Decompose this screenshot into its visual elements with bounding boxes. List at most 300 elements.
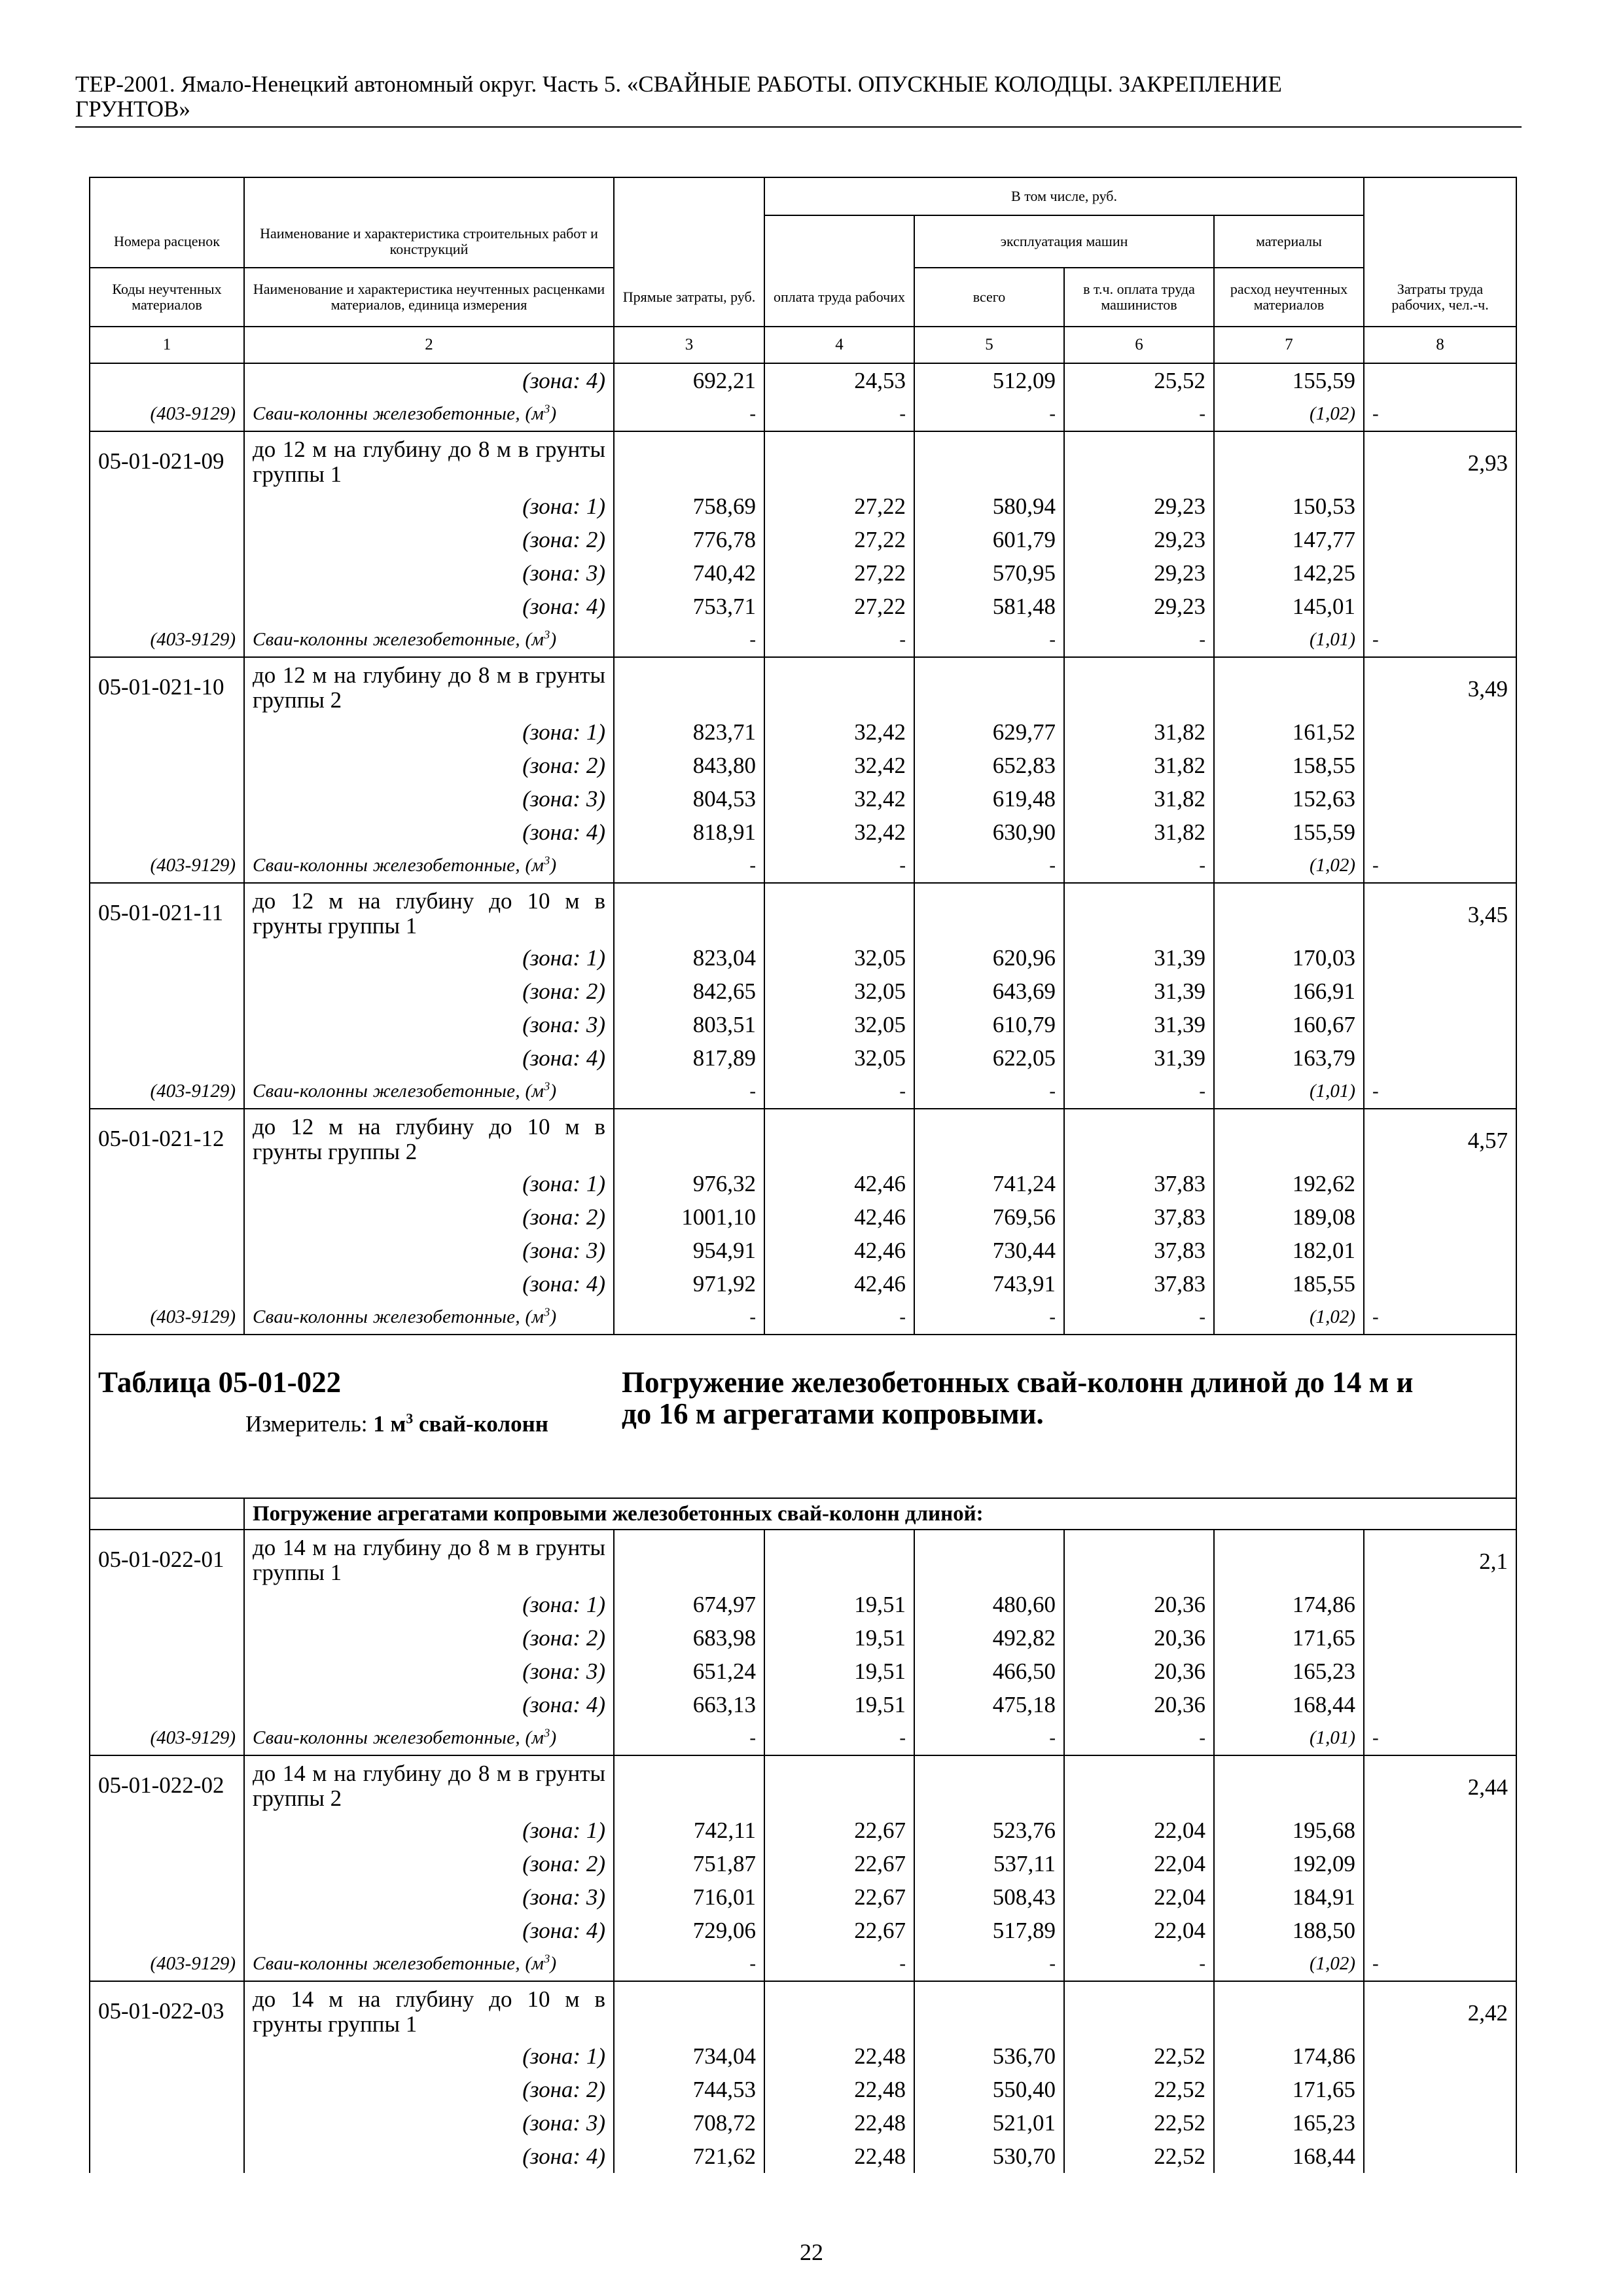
materials-cell: 155,59 <box>1214 363 1364 397</box>
material-unit-close: ) <box>550 629 557 650</box>
labor-cell <box>1364 782 1516 816</box>
machinist-pay-cell: 31,39 <box>1064 941 1214 975</box>
machinist-pay-cell: 29,23 <box>1064 590 1214 623</box>
direct-cost-cell: 651,24 <box>614 1655 764 1688</box>
material-row <box>90 397 1516 431</box>
machinist-pay-cell: 22,04 <box>1064 1814 1214 1847</box>
materials-cell: 145,01 <box>1214 590 1364 623</box>
labor-pay-cell: 42,46 <box>764 1267 914 1300</box>
rate-row <box>90 1755 1516 1814</box>
labor-cell <box>1364 363 1516 397</box>
dash-cell: - <box>614 1947 764 1981</box>
zone-row <box>90 1267 1516 1300</box>
dash-cell: - <box>614 1721 764 1755</box>
machine-total-cell: 517,89 <box>914 1914 1064 1947</box>
direct-cost-cell: 971,92 <box>614 1267 764 1300</box>
labor-hours-cell: 2,44 <box>1364 1755 1516 1814</box>
rate-row <box>90 1530 1516 1588</box>
column-number: 5 <box>914 327 1064 363</box>
zone-row <box>90 2039 1516 2073</box>
code-cell <box>90 1588 244 1621</box>
labor-dash-cell: - <box>1364 1721 1516 1755</box>
labor-cell <box>1364 1621 1516 1655</box>
labor-cell <box>1364 1234 1516 1267</box>
material-code: (403-9129) <box>90 1947 244 1981</box>
labor-cell <box>1364 715 1516 749</box>
labor-dash-cell: - <box>1364 849 1516 883</box>
machinist-pay-cell: 22,04 <box>1064 1914 1214 1947</box>
direct-cost-cell: 721,62 <box>614 2140 764 2173</box>
dash-cell: - <box>914 623 1064 657</box>
table-title-cell <box>90 1335 614 1498</box>
zone-row <box>90 1688 1516 1721</box>
machine-total-cell: 480,60 <box>914 1588 1064 1621</box>
column-number: 4 <box>764 327 914 363</box>
machine-total-cell: 537,11 <box>914 1847 1064 1880</box>
rate-code: 05-01-021-12 <box>90 1109 244 1167</box>
labor-pay-cell: 32,42 <box>764 749 914 782</box>
zone-row <box>90 715 1516 749</box>
dash-cell: - <box>1064 1947 1214 1981</box>
material-name <box>244 1721 614 1755</box>
labor-pay-cell <box>764 883 914 941</box>
labor-pay-cell: 22,67 <box>764 1847 914 1880</box>
machinist-pay-cell: 29,23 <box>1064 490 1214 523</box>
material-unit-sup: 3 <box>544 628 550 641</box>
labor-cell <box>1364 1880 1516 1914</box>
machine-total-cell: 530,70 <box>914 2140 1064 2173</box>
direct-cost-cell: 708,72 <box>614 2106 764 2140</box>
zone-label: (зона: 1) <box>244 1167 614 1200</box>
group-heading: Погружение агрегатами копровыми железобетонных свай-колонн длиной: <box>244 1498 1516 1530</box>
dash-cell: - <box>914 397 1064 431</box>
labor-pay-cell <box>764 431 914 490</box>
materials-cell: 188,50 <box>1214 1914 1364 1947</box>
labor-pay-cell: 27,22 <box>764 490 914 523</box>
rate-row <box>90 1109 1516 1167</box>
machinist-pay-cell: 22,52 <box>1064 2140 1214 2173</box>
dash-cell: - <box>1064 849 1214 883</box>
machine-total-cell <box>914 431 1064 490</box>
labor-cell <box>1364 2073 1516 2106</box>
rate-code: 05-01-021-11 <box>90 883 244 941</box>
machinist-pay-cell: 31,82 <box>1064 749 1214 782</box>
materials-cell: 192,62 <box>1214 1167 1364 1200</box>
zone-label: (зона: 3) <box>244 1655 614 1688</box>
rate-description: до 12 м на глубину до 8 м в грунты группы 1 <box>244 431 614 490</box>
header-work-name: Наименование и характеристика строительных работ и конструкций <box>244 215 614 268</box>
rate-code: 05-01-022-03 <box>90 1981 244 2039</box>
column-number: 1 <box>90 327 244 363</box>
zone-label: (зона: 4) <box>244 816 614 849</box>
direct-cost-cell: 674,97 <box>614 1588 764 1621</box>
code-cell <box>90 363 244 397</box>
document-header <box>75 72 1522 122</box>
materials-cell: 174,86 <box>1214 1588 1364 1621</box>
dash-cell: - <box>1064 1721 1214 1755</box>
machine-total-cell: 620,96 <box>914 941 1064 975</box>
material-use-cell: (1,01) <box>1214 1075 1364 1109</box>
zone-label: (зона: 4) <box>244 2140 614 2173</box>
machine-total-cell: 619,48 <box>914 782 1064 816</box>
machinist-pay-cell <box>1064 1530 1214 1588</box>
direct-cost-cell <box>614 657 764 715</box>
zone-label: (зона: 3) <box>244 1008 614 1041</box>
zone-row <box>90 941 1516 975</box>
labor-cell <box>1364 556 1516 590</box>
labor-cell <box>1364 1588 1516 1621</box>
measure-sup: 3 <box>406 1410 414 1427</box>
materials-cell: 185,55 <box>1214 1267 1364 1300</box>
labor-cell <box>1364 941 1516 975</box>
machinist-pay-cell: 37,83 <box>1064 1200 1214 1234</box>
dash-cell: - <box>764 1947 914 1981</box>
header-blank <box>614 177 764 215</box>
direct-cost-cell: 729,06 <box>614 1914 764 1947</box>
zone-label: (зона: 2) <box>244 523 614 556</box>
machinist-pay-cell <box>1064 1981 1214 2039</box>
zone-label: (зона: 1) <box>244 490 614 523</box>
zone-row <box>90 590 1516 623</box>
labor-cell <box>1364 2039 1516 2073</box>
header-rates-number: Номера расценок <box>90 215 244 268</box>
labor-pay-cell: 27,22 <box>764 556 914 590</box>
zone-label: (зона: 2) <box>244 1200 614 1234</box>
code-cell <box>90 1880 244 1914</box>
direct-cost-cell: 716,01 <box>614 1880 764 1914</box>
machine-total-cell: 643,69 <box>914 975 1064 1008</box>
price-table-body <box>90 177 1516 2173</box>
direct-cost-cell: 818,91 <box>614 816 764 849</box>
dash-cell: - <box>764 1300 914 1335</box>
machinist-pay-cell: 37,83 <box>1064 1267 1214 1300</box>
materials-cell: 168,44 <box>1214 1688 1364 1721</box>
rate-description: до 12 м на глубину до 10 м в грунты группы 1 <box>244 883 614 941</box>
zone-row <box>90 523 1516 556</box>
dash-cell: - <box>914 1947 1064 1981</box>
zone-row <box>90 1167 1516 1200</box>
code-cell <box>90 523 244 556</box>
material-name <box>244 397 614 431</box>
dash-cell: - <box>614 849 764 883</box>
material-code: (403-9129) <box>90 1300 244 1335</box>
materials-cell: 170,03 <box>1214 941 1364 975</box>
code-cell <box>90 749 244 782</box>
zone-row <box>90 782 1516 816</box>
labor-cell <box>1364 2106 1516 2140</box>
material-use-cell: (1,02) <box>1214 849 1364 883</box>
material-name <box>244 1947 614 1981</box>
materials-cell: 165,23 <box>1214 2106 1364 2140</box>
materials-cell <box>1214 1109 1364 1167</box>
material-use-cell: (1,02) <box>1214 397 1364 431</box>
direct-cost-cell <box>614 1981 764 2039</box>
material-use-cell: (1,02) <box>1214 1300 1364 1335</box>
table-name: Погружение железобетонных свай-колонн длиной до 14 м и до 16 м агрегатами копровыми. <box>614 1335 1516 1498</box>
zone-label: (зона: 1) <box>244 2039 614 2073</box>
zone-label: (зона: 4) <box>244 363 614 397</box>
machinist-pay-cell: 22,52 <box>1064 2106 1214 2140</box>
materials-cell <box>1214 1530 1364 1588</box>
machine-total-cell: 601,79 <box>914 523 1064 556</box>
labor-hours-cell: 2,93 <box>1364 431 1516 490</box>
machine-total-cell <box>914 1755 1064 1814</box>
machine-total-cell: 610,79 <box>914 1008 1064 1041</box>
labor-pay-cell: 32,05 <box>764 1041 914 1075</box>
measure-value: 1 м <box>373 1411 406 1437</box>
labor-pay-cell: 32,42 <box>764 816 914 849</box>
material-unit-sup: 3 <box>544 1305 550 1319</box>
header-rule <box>75 126 1522 128</box>
labor-pay-cell: 32,05 <box>764 941 914 975</box>
machinist-pay-cell <box>1064 1755 1214 1814</box>
materials-cell: 189,08 <box>1214 1200 1364 1234</box>
dash-cell: - <box>764 397 914 431</box>
zone-row <box>90 2073 1516 2106</box>
labor-cell <box>1364 1267 1516 1300</box>
header-codes-unaccounted: Коды неучтенных материалов <box>90 268 244 327</box>
direct-cost-cell: 817,89 <box>614 1041 764 1075</box>
machinist-pay-cell: 31,82 <box>1064 816 1214 849</box>
labor-cell <box>1364 1655 1516 1688</box>
zone-label: (зона: 3) <box>244 782 614 816</box>
machine-total-cell: 550,40 <box>914 2073 1064 2106</box>
direct-cost-cell: 758,69 <box>614 490 764 523</box>
header-including: В том числе, руб. <box>764 177 1364 215</box>
header-blank <box>614 215 764 268</box>
labor-pay-cell <box>764 1755 914 1814</box>
rate-row <box>90 657 1516 715</box>
code-cell <box>90 1267 244 1300</box>
labor-cell <box>1364 1914 1516 1947</box>
materials-cell: 195,68 <box>1214 1814 1364 1847</box>
machinist-pay-cell: 31,39 <box>1064 975 1214 1008</box>
zone-row <box>90 1588 1516 1621</box>
zone-label: (зона: 2) <box>244 1621 614 1655</box>
zone-row <box>90 1880 1516 1914</box>
direct-cost-cell: 1001,10 <box>614 1200 764 1234</box>
page-number: 22 <box>800 2239 823 2265</box>
dash-cell: - <box>614 397 764 431</box>
machine-total-cell: 730,44 <box>914 1234 1064 1267</box>
machinist-pay-cell: 22,52 <box>1064 2073 1214 2106</box>
zone-row <box>90 1234 1516 1267</box>
zone-row <box>90 1814 1516 1847</box>
code-cell <box>90 2140 244 2173</box>
rate-description: до 12 м на глубину до 8 м в грунты группы 2 <box>244 657 614 715</box>
materials-cell: 166,91 <box>1214 975 1364 1008</box>
header-materials: материалы <box>1214 215 1364 268</box>
measure-unit <box>98 1411 606 1441</box>
dash-cell: - <box>1064 623 1214 657</box>
labor-pay-cell: 22,48 <box>764 2039 914 2073</box>
materials-cell <box>1214 883 1364 941</box>
header-unaccounted-use: расход неучтенных материалов <box>1214 268 1364 327</box>
price-table <box>89 177 1517 2173</box>
measure-space <box>368 1411 374 1437</box>
labor-pay-cell: 27,22 <box>764 523 914 556</box>
code-cell <box>90 1167 244 1200</box>
zone-row <box>90 1655 1516 1688</box>
code-cell <box>90 715 244 749</box>
machinist-pay-cell: 25,52 <box>1064 363 1214 397</box>
machine-total-cell <box>914 1530 1064 1588</box>
material-name-text: Сваи-колонны железобетонные, (м <box>253 403 544 424</box>
zone-row <box>90 749 1516 782</box>
direct-cost-cell <box>614 1755 764 1814</box>
group-row <box>90 1498 1516 1530</box>
column-number: 7 <box>1214 327 1364 363</box>
direct-cost-cell: 751,87 <box>614 1847 764 1880</box>
labor-cell <box>1364 490 1516 523</box>
column-number: 3 <box>614 327 764 363</box>
direct-cost-cell: 776,78 <box>614 523 764 556</box>
material-use-cell: (1,01) <box>1214 623 1364 657</box>
material-unit-sup: 3 <box>544 853 550 867</box>
machinist-pay-cell <box>1064 1109 1214 1167</box>
materials-cell: 163,79 <box>1214 1041 1364 1075</box>
rate-row <box>90 431 1516 490</box>
direct-cost-cell: 734,04 <box>614 2039 764 2073</box>
material-unit-close: ) <box>550 1081 557 1102</box>
materials-cell: 161,52 <box>1214 715 1364 749</box>
material-unit-sup: 3 <box>544 1079 550 1093</box>
labor-cell <box>1364 1041 1516 1075</box>
materials-cell <box>1214 1755 1364 1814</box>
code-cell <box>90 1041 244 1075</box>
machine-total-cell: 652,83 <box>914 749 1064 782</box>
labor-pay-cell: 27,22 <box>764 590 914 623</box>
labor-pay-cell <box>764 1981 914 2039</box>
zone-row <box>90 490 1516 523</box>
code-cell <box>90 2039 244 2073</box>
material-name <box>244 623 614 657</box>
code-cell <box>90 941 244 975</box>
material-code: (403-9129) <box>90 397 244 431</box>
machinist-pay-cell: 20,36 <box>1064 1621 1214 1655</box>
measure-label: Измеритель: <box>245 1411 368 1437</box>
labor-dash-cell: - <box>1364 1947 1516 1981</box>
zone-label: (зона: 4) <box>244 590 614 623</box>
labor-pay-cell: 19,51 <box>764 1588 914 1621</box>
material-unit-close: ) <box>550 1953 557 1974</box>
zone-row <box>90 1008 1516 1041</box>
direct-cost-cell: 823,71 <box>614 715 764 749</box>
machine-total-cell: 581,48 <box>914 590 1064 623</box>
rate-code: 05-01-022-01 <box>90 1530 244 1588</box>
zone-label: (зона: 1) <box>244 941 614 975</box>
labor-pay-cell: 32,42 <box>764 715 914 749</box>
labor-pay-cell: 22,48 <box>764 2073 914 2106</box>
labor-pay-cell: 42,46 <box>764 1167 914 1200</box>
material-code: (403-9129) <box>90 623 244 657</box>
machinist-pay-cell: 20,36 <box>1064 1655 1214 1688</box>
zone-row <box>90 556 1516 590</box>
direct-cost-cell <box>614 1530 764 1588</box>
labor-cell <box>1364 1200 1516 1234</box>
dash-cell: - <box>764 1075 914 1109</box>
machine-total-cell: 536,70 <box>914 2039 1064 2073</box>
code-cell <box>90 490 244 523</box>
labor-pay-cell: 22,48 <box>764 2140 914 2173</box>
zone-label: (зона: 2) <box>244 749 614 782</box>
labor-pay-cell: 19,51 <box>764 1655 914 1688</box>
machinist-pay-cell: 20,36 <box>1064 1588 1214 1621</box>
machine-total-cell: 741,24 <box>914 1167 1064 1200</box>
zone-row <box>90 1041 1516 1075</box>
labor-hours-cell: 4,57 <box>1364 1109 1516 1167</box>
code-cell <box>90 1847 244 1880</box>
material-name <box>244 1300 614 1335</box>
direct-cost-cell: 976,32 <box>614 1167 764 1200</box>
labor-hours-cell: 3,45 <box>1364 883 1516 941</box>
code-cell <box>90 1008 244 1041</box>
machinist-pay-cell: 37,83 <box>1064 1167 1214 1200</box>
machine-total-cell: 512,09 <box>914 363 1064 397</box>
material-unit-close: ) <box>550 855 557 876</box>
machinist-pay-cell: 31,39 <box>1064 1008 1214 1041</box>
direct-cost-cell: 663,13 <box>614 1688 764 1721</box>
materials-cell: 147,77 <box>1214 523 1364 556</box>
zone-label: (зона: 4) <box>244 1267 614 1300</box>
material-code: (403-9129) <box>90 1075 244 1109</box>
material-code: (403-9129) <box>90 849 244 883</box>
machinist-pay-cell <box>1064 657 1214 715</box>
material-name-text: Сваи-колонны железобетонные, (м <box>253 629 544 650</box>
labor-hours-cell: 2,42 <box>1364 1981 1516 2039</box>
zone-label: (зона: 3) <box>244 556 614 590</box>
machine-total-cell: 743,91 <box>914 1267 1064 1300</box>
material-row <box>90 1075 1516 1109</box>
material-name <box>244 849 614 883</box>
price-table-wrapper <box>89 177 1516 2173</box>
machine-total-cell: 475,18 <box>914 1688 1064 1721</box>
header-labor-hours: Затраты труда рабочих, чел.-ч. <box>1364 268 1516 327</box>
material-row <box>90 1947 1516 1981</box>
labor-pay-cell: 42,46 <box>764 1200 914 1234</box>
machinist-pay-cell: 31,82 <box>1064 782 1214 816</box>
direct-cost-cell: 842,65 <box>614 975 764 1008</box>
labor-cell <box>1364 523 1516 556</box>
material-unit-sup: 3 <box>544 1726 550 1740</box>
zone-label: (зона: 3) <box>244 1880 614 1914</box>
materials-cell <box>1214 657 1364 715</box>
dash-cell: - <box>914 1300 1064 1335</box>
code-cell <box>90 1498 244 1530</box>
rate-description: до 14 м на глубину до 8 м в грунты группы 1 <box>244 1530 614 1588</box>
materials-cell: 184,91 <box>1214 1880 1364 1914</box>
rate-description: до 14 м на глубину до 10 м в грунты группы 1 <box>244 1981 614 2039</box>
header-line-1: ТЕР-2001. Ямало-Ненецкий автономный округ. Часть 5. «СВАЙНЫЕ РАБОТЫ. ОПУСКНЫЕ КОЛОДЦЫ. ЗАКРЕПЛЕНИЕ <box>75 71 1282 97</box>
labor-pay-cell: 32,05 <box>764 975 914 1008</box>
rate-description: до 12 м на глубину до 10 м в грунты группы 2 <box>244 1109 614 1167</box>
materials-cell: 168,44 <box>1214 2140 1364 2173</box>
zone-row <box>90 816 1516 849</box>
machinist-pay-cell: 37,83 <box>1064 1234 1214 1267</box>
dash-cell: - <box>914 1721 1064 1755</box>
labor-cell <box>1364 1167 1516 1200</box>
machinist-pay-cell <box>1064 883 1214 941</box>
rate-code: 05-01-021-09 <box>90 431 244 490</box>
direct-cost-cell: 843,80 <box>614 749 764 782</box>
materials-cell: 171,65 <box>1214 1621 1364 1655</box>
material-use-cell: (1,01) <box>1214 1721 1364 1755</box>
machine-total-cell: 580,94 <box>914 490 1064 523</box>
direct-cost-cell: 744,53 <box>614 2073 764 2106</box>
rate-row <box>90 883 1516 941</box>
direct-cost-cell: 683,98 <box>614 1621 764 1655</box>
zone-row <box>90 1200 1516 1234</box>
